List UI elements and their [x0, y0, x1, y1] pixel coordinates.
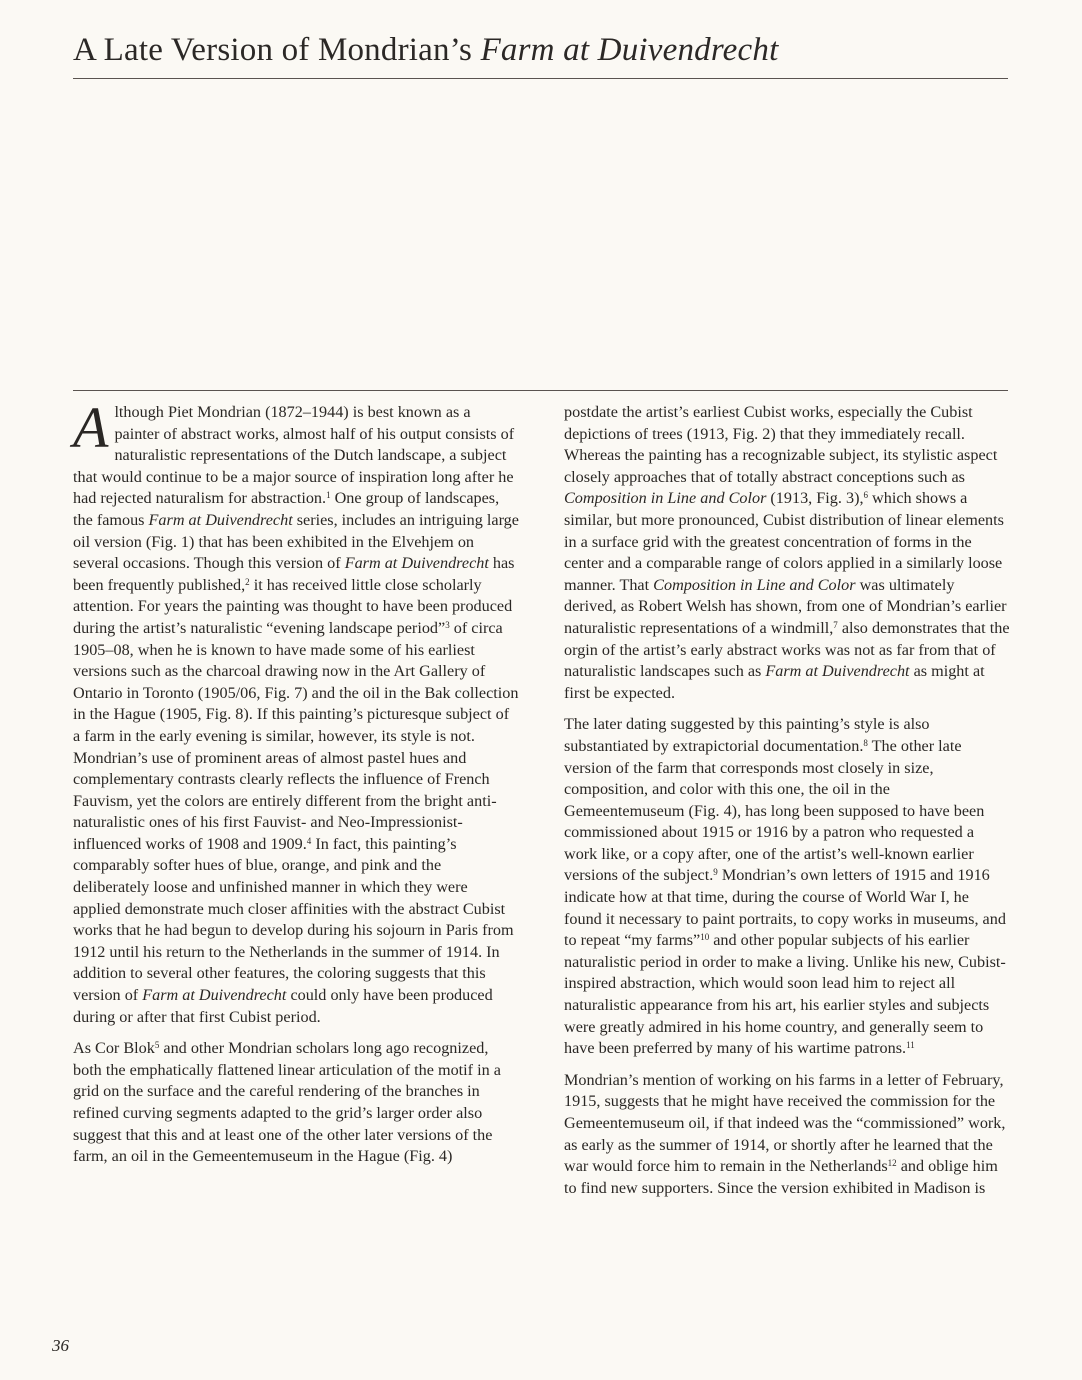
- text: One group of landscapes, the famous: [73, 489, 500, 529]
- footnote-ref: 5: [154, 1040, 160, 1051]
- text: lthough Piet Mondrian (1872–1944) is best known as a painter of abstract works, almost half of his output consists of naturalistic representations of the Dutch landscape, a subject that would continue to be a major source of inspiration long after he had rejected naturalism for abstraction.: [73, 403, 515, 508]
- footnote-ref: 3: [445, 619, 450, 630]
- text: and other popular subjects of his earlier naturalistic period in order to make a living. Unlike his new, Cubist-inspired abstraction, which would soon lead him to reject all naturalistic appearance from his art, his earlier styles and subjects were greatly admired in his home country, and generally seem to have been preferred by many of his wartime patrons.: [564, 931, 1006, 1058]
- text: (1913, Fig. 3),: [766, 489, 864, 508]
- text: of circa 1905–08, when he is known to have made some of his earliest versions such as the charcoal drawing now in the Art Gallery of Ontario in Toronto (1905/06, Fig. 7) and the oil in the Bak collection in the Hague (1905, Fig. 8). If this painting’s picturesque subject of a farm in the early evening is similar, however, its style is not. Mondrian’s use of prominent areas of almost pastel hues and complementary contrasts clearly reflects the influence of French Fauvism, yet the colors are entirely different from the bright anti-naturalistic ones of his first Fauvist- and Neo-Impressionist-influenced works of 1908 and 1909.: [73, 618, 519, 853]
- text: as might at first be expected.: [564, 662, 985, 702]
- italic-text: Composition in Line and Color: [564, 489, 767, 508]
- paragraph-1: [73, 395, 519, 1028]
- text: and other Mondrian scholars long ago recognized, both the emphatically flattened linear articulation of the motif in a grid on the surface and the careful rendering of the branches in refined curving segments adapted to the grid’s larger order also suggest that this and at least one of the other later versions of the farm, an oil in the Gemeentemuseum in the Hague (Fig. 4): [73, 1039, 501, 1166]
- page-title: [73, 28, 1008, 72]
- text: In fact, this painting’s comparably softer hues of blue, orange, and pink and the deliberately loose and unfinished manner in which they were applied demonstrate much closer affinities with the abstract Cubist works that he had begun to develop during his sojourn in Paris from 1912 until his return to the Netherlands in the summer of 1914. In addition to several other features, the coloring suggests that this version of: [73, 834, 514, 1005]
- right-column: [564, 402, 1010, 1209]
- text: also demonstrates that the orgin of the artist’s early abstract works was not as far from that of naturalistic landscapes such as: [564, 618, 1010, 681]
- page-number: 36: [52, 1336, 69, 1355]
- text: was ultimately derived, as Robert Welsh has shown, from one of Mondrian’s earlier naturalistic representations of a windmill,: [564, 575, 1007, 637]
- text: The later dating suggested by this painting’s style is also substantiated by extrapictorial documentation.: [564, 715, 930, 755]
- section-rule: [73, 390, 1008, 391]
- footnote-ref: 1: [326, 490, 331, 501]
- footnote-ref: 10: [700, 932, 710, 943]
- paragraph-5: [564, 1070, 1010, 1200]
- footnote-ref: 8: [863, 737, 868, 748]
- footnote-ref: 12: [887, 1158, 897, 1169]
- title-italic: Farm at Duivendrecht: [480, 32, 779, 68]
- drop-cap: A: [73, 395, 109, 460]
- text: has been frequently published,: [73, 554, 515, 594]
- footnote-ref: 4: [306, 835, 312, 846]
- footnote-ref: 11: [906, 1040, 915, 1051]
- paragraph-4: [564, 714, 1010, 1060]
- italic-text: Farm at Duivendrecht: [142, 986, 287, 1005]
- italic-text: Farm at Duivendrecht: [344, 554, 489, 573]
- text: series, includes an intriguing large oil version (Fig. 1) that has been exhibited in the Elvehjem on several occasions. Though this version of: [73, 510, 519, 573]
- paragraph-3: [564, 402, 1010, 704]
- italic-text: Composition in Line and Color: [653, 575, 856, 594]
- text: it has received little close scholarly attention. For years the painting was thought to have been produced during the artist’s naturalistic “evening landscape period”: [73, 575, 513, 637]
- footnote-ref: 7: [833, 619, 838, 630]
- footnote-ref: 6: [863, 490, 868, 501]
- text: postdate the artist’s earliest Cubist works, especially the Cubist depictions of trees (1913, Fig. 2) that they immediately recall. Whereas the painting has a recognizable subject, its stylistic aspect closely approaches that of totally abstract conceptions such as: [564, 403, 998, 486]
- title-rule: [73, 78, 1008, 79]
- italic-text: Farm at Duivendrecht: [765, 662, 910, 681]
- footnote-ref: 9: [713, 867, 718, 878]
- text: Mondrian’s mention of working on his farms in a letter of February, 1915, suggests that he might have received the commission for the Gemeentemuseum oil, if that indeed was the “commissioned” work, as early as the summer of 1914, or shortly after he learned that the war would force him to remain in the Netherlands: [564, 1070, 1006, 1176]
- text: The other late version of the farm that corresponds most closely in size, composition, and color with this one, the oil in the Gemeentemuseum (Fig. 4), has long been supposed to have been commissioned about 1915 or 1916 by a patron who requested a work like, or a copy after, one of the artist’s well-known earlier versions of the subject.: [564, 736, 985, 885]
- text: As Cor Blok: [73, 1039, 155, 1058]
- text: could only have been produced during or after that first Cubist period.: [73, 986, 493, 1026]
- text: which shows a similar, but more pronounced, Cubist distribution of linear elements in a surface grid with the greatest concentration of forms in the center and a comparable range of colors applied in a similarly loose manner. That: [564, 489, 1004, 594]
- footnote-ref: 2: [245, 576, 250, 587]
- text: Mondrian’s own letters of 1915 and 1916 indicate how at that time, during the course of World War I, he found it necessary to paint portraits, to copy works in museums, and to repeat “my farms”: [564, 866, 1006, 950]
- paragraph-2: [73, 1038, 519, 1168]
- text: and oblige him to find new supporters. Since the version exhibited in Madison is: [564, 1157, 998, 1197]
- italic-text: Farm at Duivendrecht: [148, 510, 293, 529]
- left-column: [73, 395, 519, 1178]
- title-roman: A Late Version of Mondrian’s: [73, 32, 481, 68]
